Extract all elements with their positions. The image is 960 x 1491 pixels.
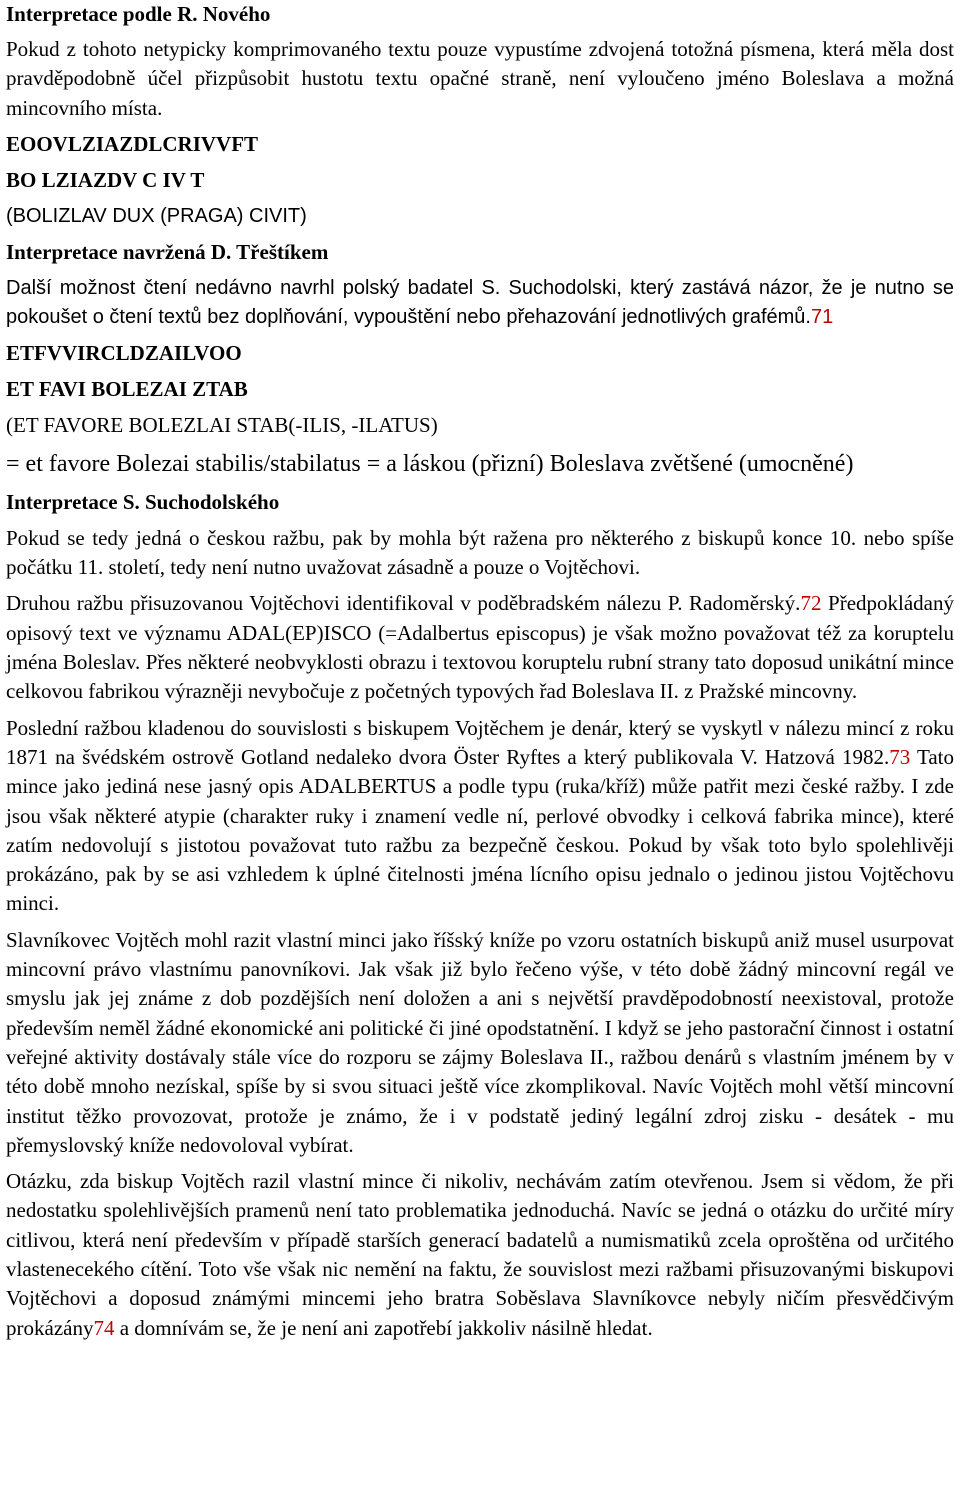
- section-heading-trestik: Interpretace navržená D. Třeštíkem: [6, 239, 329, 264]
- footnote-ref-71: 71: [810, 305, 834, 328]
- paragraph-conclusion: [6, 1167, 954, 1343]
- paragraph-radomersky-b: Předpokládaný opisový text ve významu ADAL(EP)ISCO (=Adalbertus episcopus) je však možno považovat též za koruptelu jména Boleslav. Přes některé neobvyklosti obrazu i textovou koruptelu rubní strany tato doposud unikátní mince celkovou fabrikou výrazněji nevybočuje z početných typových řad Boleslava II. z Pražské mincovny.: [6, 591, 954, 704]
- inscription-expanded-2: (ET FAVORE BOLEZLAI STAB(-ILIS, -ILATUS): [6, 412, 438, 437]
- inscription-raw-2: ETFVVIRCLDZAILVOO: [6, 340, 242, 365]
- inscription-raw-1: EOOVLZIAZDLCRIVVFT: [6, 131, 259, 156]
- paragraph-conclusion-b: a domnívám se, že je není ani zapotřebí jakkoliv násilně hledat.: [114, 1315, 653, 1340]
- paragraph-trestik-text-body: Další možnost čtení nedávno navrhl polský badatel S. Suchodolski, který zastává názor, že je nutno se pokoušet o čtení textů bez doplňování, vypouštění nebo přehazování jednotlivých grafémů.: [6, 276, 954, 328]
- paragraph-gotland-a: Poslední ražbou kladenou do souvislosti s biskupem Vojtěchem je denár, který se vyskytl v nálezu mincí z roku 1871 na švédském ostrově Gotland nedaleko dvora Öster Ryftes a který publikovala V. Hatzová 1982.: [6, 715, 954, 769]
- section-heading-novy: Interpretace podle R. Nového: [6, 2, 271, 26]
- paragraph-radomersky-a: Druhou ražbu přisuzovanou Vojtěchovi identifikoval v poděbradském nálezu P. Radoměrský.: [6, 591, 801, 616]
- paragraph-trestik-text: [6, 274, 954, 332]
- inscription-reduced-2: ET FAVI BOLEZAI ZTAB: [6, 376, 248, 401]
- paragraph-slavnikovec: Slavníkovec Vojtěch mohl razit vlastní minci jako říšský kníže po vzoru ostatních biskupů aniž musel usurpovat mincovní právo vlastnímu panovníkovi. Jak však již bylo řečeno výše, v této době žádný mincovní regál ve smyslu jak jej známe z dob pozdějších není doložen a ani s největší pravděpodobností neexistoval, protože především neměl žádné ekonomické ani politické či jiné opodstatnění. I když se jeho pastorační činnost i ostatní veřejné aktivity dostávaly stále více do rozporu se zájmy Boleslava II., ražbou denárů s vlastním jménem by v této době mnoho nezískal, spíše by si svou situaci ještě více zkomplikoval. Navíc Vojtěch mohl větší mincovní institut těžko provozovat, protože je známo, že i v podstatě jediný legální zdroj zisku - desátek - mu přemyslovský kníže nedovoloval vybírat.: [6, 927, 954, 1157]
- section-heading-suchodolski: Interpretace S. Suchodolského: [6, 489, 280, 514]
- footnote-ref-74: 74: [93, 1315, 115, 1340]
- paragraph-biskupove: Pokud se tedy jedná o českou ražbu, pak by mohla být ražena pro některého z biskupů konce 10. nebo spíše počátku 11. století, tedy není nutno uvažovat zásadně a pouze o Vojtěchovi.: [6, 525, 954, 580]
- inscription-reduced-1: BO LZIAZDV C IV T: [6, 167, 205, 192]
- paragraph-radomersky: [6, 589, 954, 706]
- inscription-expanded-1: (BOLIZLAV DUX (PRAGA) CIVIT): [6, 204, 307, 227]
- paragraph-conclusion-a: Otázku, zda biskup Vojtěch razil vlastní mince či nikoliv, nechávám zatím otevřenou. Jsem si vědom, že při nedostatku spolehlivějších pramenů není tato problematika jednoduchá. Navíc se jedná o otázku do určité míry citlivou, která není především v případě starších generací badatelů a numismatiků zcela oproštěna od určitého vlastenecekého cítění. Toto vše však nic nemění na faktu, že souvislost mezi ražbami přisuzovanými biskupovi Vojtěchovi a doposud známými mincemi jeho bratra Soběslava Slavníkovce nebyly ničím přesvědčivým prokázány: [6, 1169, 954, 1340]
- footnote-ref-73: 73: [889, 744, 911, 769]
- inscription-translation: = et favore Bolezai stabilis/stabilatus = a láskou (přizní) Boleslava zvětšené (umocněné): [6, 450, 854, 477]
- paragraph-gotland: [6, 714, 954, 919]
- footnote-ref-72: 72: [800, 591, 822, 616]
- paragraph-novy-text: Pokud z tohoto netypicky komprimovaného textu pouze vypustíme zdvojená totožná písmena, která měla dost pravděpodobně účel přizpůsobit hustotu textu opačné straně, není vyloučeno jméno Boleslava a možná mincovního místa.: [6, 37, 954, 120]
- paragraph-gotland-b: Tato mince jako jediná nese jasný opis ADALBERTUS a podle typu (ruka/kříž) může patřit mezi české ražby. I zde jsou však některé atypie (charakter ruky i znamení vedle ní, perlové obvodky i celková fabrika mince), které zatím nedovolují s jistotou považovat tuto ražbu za bezpečně českou. Pokud by však toto bylo spolehlivěji prokázáno, pak by se asi vzhledem k úplné čitelnosti jména lícního opisu jednalo o jedinou jistou Vojtěchovu minci.: [6, 744, 955, 916]
